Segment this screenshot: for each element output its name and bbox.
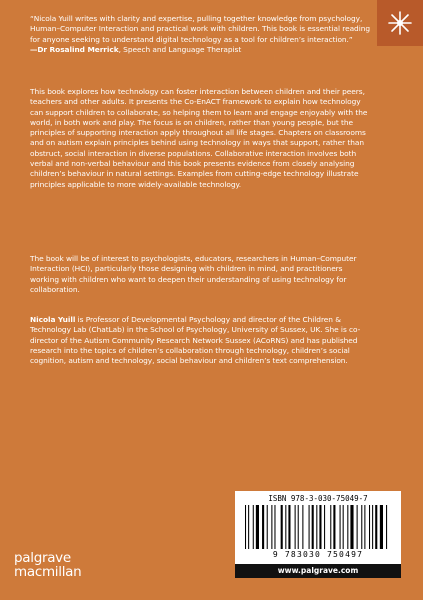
barcode-digits: 9 783030 750497 bbox=[272, 550, 364, 559]
author-name: Nicola Yuill bbox=[30, 315, 76, 324]
author-bio-text: is Professor of Developmental Psychology and director of the Children & Technology Lab (ChatLab) in the School of Psychology, University of Sussex, UK. She is co-director of the Autism Community Research Network Sussex (ACoRNS) and has published research into the topics of children’s collaboration through technology, children’s social cognition, autism and technology, social behaviour and children’s text comprehension. bbox=[30, 315, 361, 366]
quote-attribution bbox=[30, 45, 370, 55]
attribution-name: —Dr Rosalind Merrick bbox=[30, 44, 119, 54]
description-paragraph-1: This book explores how technology can foster interaction between children and their peers, teachers and other adults. It presents the Co-EnACT framework to explain how technology can support children to collaborate, so helping them to learn and engage enjoyably with the world, in both work and play. The focus is on children, rather than young people, but the principles of supporting interaction apply throughout all life stages. Chapters on classrooms and on autism explain principles behind using technology in ways that support, rather than obstruct, social interaction in diverse populations. Collaborative interaction involves both verbal and non-verbal behaviour and this book presents evidence from closely analysing children’s behaviour in natural settings. Examples from cutting-edge technology illustrate principles applicable to more widely-available technology. bbox=[30, 87, 368, 189]
springer-star-icon bbox=[387, 10, 413, 36]
author-bio bbox=[30, 315, 370, 366]
quote-text: “Nicola Yuill writes with clarity and expertise, pulling together knowledge from psychology, Human–Computer Interaction and practical work with children. This book is essential reading for anyone seeking to understand digital technology as a tool for children’s interaction.” bbox=[30, 14, 370, 44]
publisher-logo bbox=[14, 551, 81, 579]
publisher-mark bbox=[377, 0, 423, 46]
barcode-bars bbox=[245, 505, 391, 549]
description-paragraph-2: The book will be of interest to psychologists, educators, researchers in Human–Computer Interaction (HCI), particularly those designing with children in mind, and practitioners working with children who want to deepen their understanding of using technology for collaboration. bbox=[30, 254, 357, 294]
endorsement-quote bbox=[30, 14, 370, 55]
attribution-role: , Speech and Language Therapist bbox=[118, 44, 242, 54]
barcode-box bbox=[235, 491, 401, 564]
logo-line-1: palgrave bbox=[14, 550, 71, 566]
publisher-url: www.palgrave.com bbox=[235, 564, 401, 578]
logo-line-2: macmillan bbox=[14, 564, 82, 580]
isbn-label: ISBN 978-3-030-75049-7 bbox=[268, 494, 368, 503]
